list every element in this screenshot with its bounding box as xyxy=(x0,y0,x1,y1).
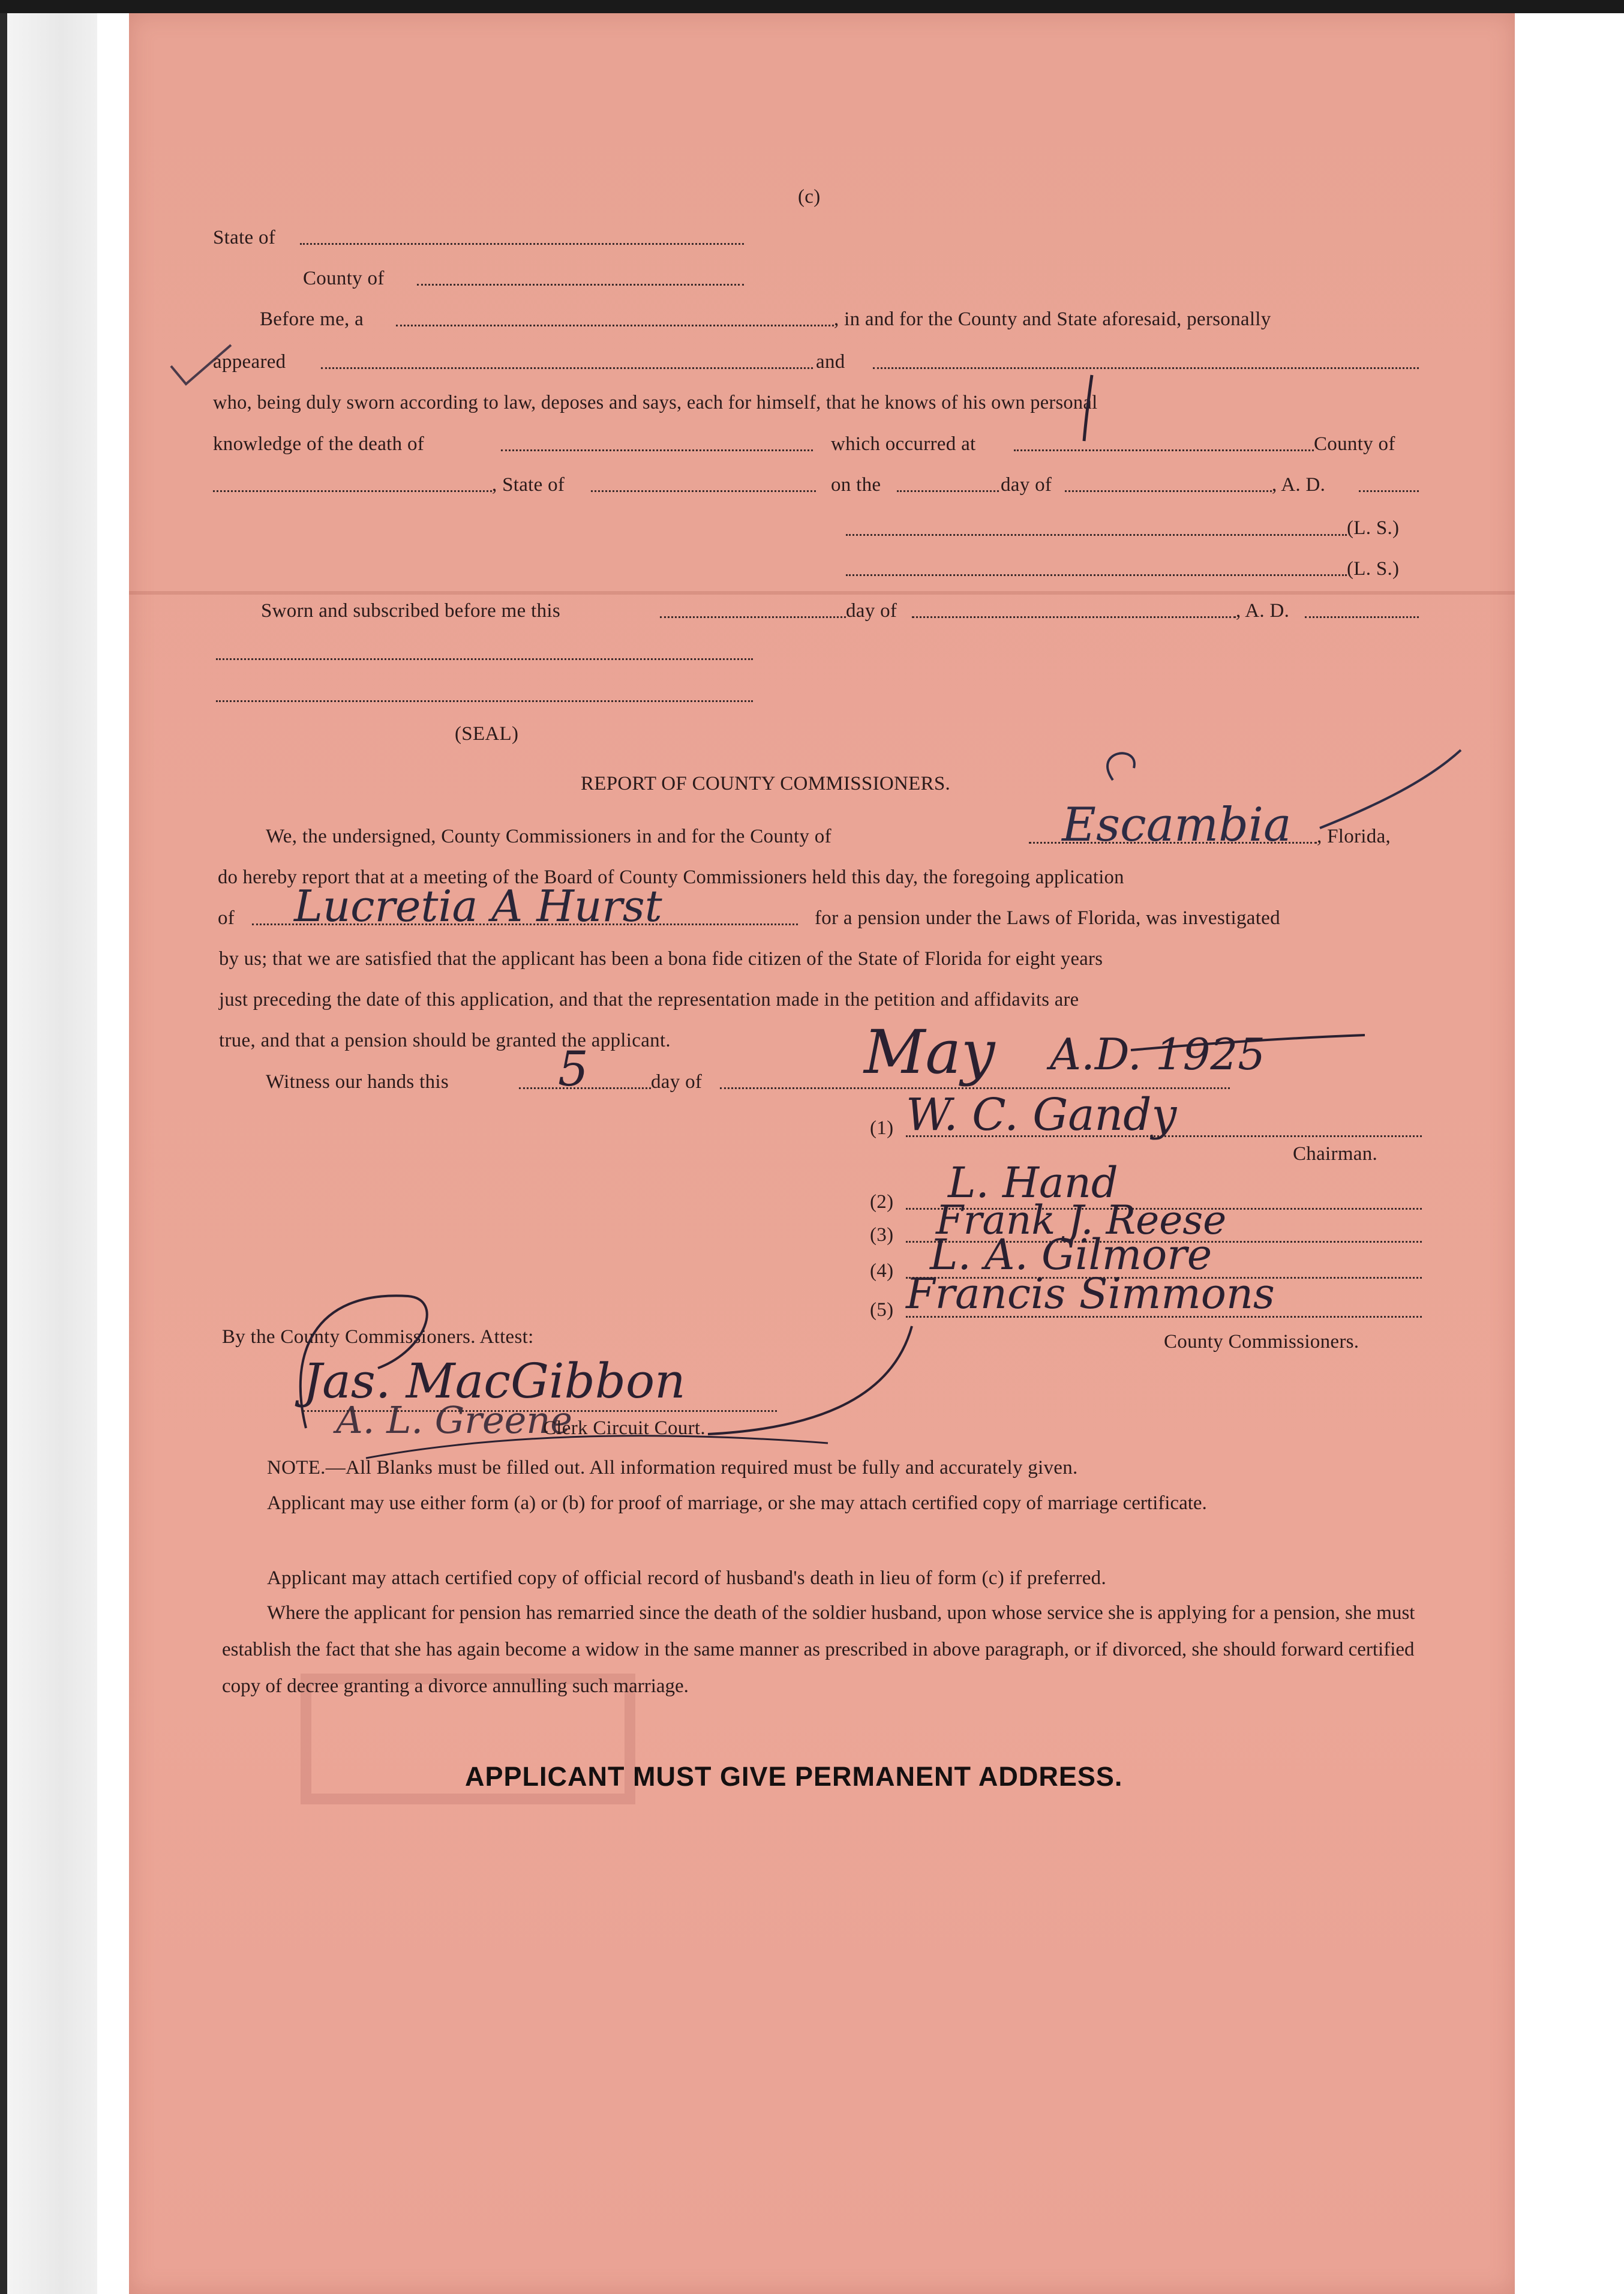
form-marker: (c) xyxy=(798,186,821,208)
county-commissioners-label: County Commissioners. xyxy=(1164,1331,1359,1353)
note-2: Applicant may use either form (a) or (b) for proof of marriage, or she may attach certified copy of marriage certificate. xyxy=(267,1492,1207,1514)
scan-left-margin xyxy=(7,13,97,2294)
commissioner-2-signature: L. Hand xyxy=(948,1158,1118,1207)
occurred-at-label: which occurred at xyxy=(831,433,976,455)
county-of-end-label: County of xyxy=(1314,433,1395,455)
note-3: Applicant may attach certified copy of official record of husband's death in lieu of form (c) if preferred. xyxy=(267,1567,1107,1589)
commissioner-1-signature: W. C. Gandy xyxy=(906,1089,1177,1141)
officer-signature-line[interactable] xyxy=(216,658,753,660)
ls2-label: (L. S.) xyxy=(1347,558,1400,580)
commissioner-4-number: (4) xyxy=(870,1260,894,1282)
florida-label: , Florida, xyxy=(1317,826,1391,847)
county-flourish xyxy=(1068,744,1464,834)
clerk-label: Clerk Circuit Court. xyxy=(543,1417,706,1439)
day-of-label: day of xyxy=(1001,474,1052,496)
undersigned-text: We, the undersigned, County Commissioners in and for the County of xyxy=(266,826,831,847)
witness-day-of-label: day of xyxy=(651,1071,703,1093)
deceased-blank[interactable] xyxy=(501,449,813,451)
pension-text: for a pension under the Laws of Florida, was investigated xyxy=(815,907,1280,929)
commissioner-3-number: (3) xyxy=(870,1224,894,1246)
permanent-address-notice: APPLICANT MUST GIVE PERMANENT ADDRESS. xyxy=(465,1761,1123,1792)
month-handwriting: May xyxy=(864,1017,995,1087)
county-blank[interactable] xyxy=(417,284,744,286)
affiant1-signature-line[interactable] xyxy=(846,534,1347,536)
month-blank[interactable] xyxy=(1065,490,1272,492)
state-of-label: , State of xyxy=(492,474,565,496)
report-line-4: by us; that we are satisfied that the applicant has been a bona fide citizen of the State of Florida for eight years xyxy=(219,948,1103,970)
officer-blank[interactable] xyxy=(396,325,834,326)
sworn-ad-label: , A. D. xyxy=(1236,600,1290,622)
sworn-day-of-label: day of xyxy=(846,600,897,622)
ls1-label: (L. S.) xyxy=(1347,517,1400,539)
aforesaid-text: , in and for the County and State aforesaid, personally xyxy=(834,308,1271,330)
ad-label: , A. D. xyxy=(1272,474,1326,496)
state-name-blank[interactable] xyxy=(591,490,816,492)
commissioner-2-number: (2) xyxy=(870,1191,894,1213)
county-label: County of xyxy=(303,268,385,289)
day-blank[interactable] xyxy=(897,490,999,492)
of-label: of xyxy=(218,907,235,929)
year-handwriting: A.D. 1925 xyxy=(1050,1029,1266,1079)
note-4: Where the applicant for pension has remarried since the death of the soldier husband, upon whose service she is applying for a pension, she must establish the fact that she has again become a widow in the same manner as prescribed in above paragraph, or if divorced, she should forward certified copy of decree granting a divorce annulling such marriage. xyxy=(222,1602,1415,1697)
appeared-label: appeared xyxy=(213,351,286,373)
commissioner-5-number: (5) xyxy=(870,1299,894,1321)
report-line-5: just preceding the date of this application, and that the representation made in the petition and affidavits are xyxy=(219,989,1079,1010)
sworn-subscribed-label: Sworn and subscribed before me this xyxy=(261,600,560,622)
commissioner-3-signature: Frank J. Reese xyxy=(936,1197,1227,1243)
year-blank[interactable] xyxy=(1359,490,1419,492)
sworn-year-blank[interactable] xyxy=(1305,616,1419,618)
sworn-text: who, being duly sworn according to law, deposes and says, each for himself, that he knows of his own personal xyxy=(213,392,1098,413)
county-handwriting: Escambia xyxy=(1062,798,1292,852)
paper-fold xyxy=(129,591,1515,595)
scan-top-border xyxy=(0,0,1624,13)
clerk-signature-line[interactable] xyxy=(303,1410,777,1412)
officer-title-line[interactable] xyxy=(216,700,753,702)
clerk-signature: Jas. MacGibbon xyxy=(303,1353,686,1409)
county-name-blank[interactable] xyxy=(213,490,492,492)
scan-left-border xyxy=(0,13,7,2294)
sworn-day-blank[interactable] xyxy=(660,616,846,618)
report-line-2: do hereby report that at a meeting of the Board of County Commissioners held this day, the foregoing application xyxy=(218,866,1124,888)
witness1-blank[interactable] xyxy=(321,367,813,369)
year-underline xyxy=(1128,1032,1368,1056)
commissioner-5-signature: Francis Simmons xyxy=(906,1269,1275,1318)
state-label: State of xyxy=(213,227,276,248)
report-line-6: true, and that a pension should be granted the applicant. xyxy=(219,1030,671,1051)
clerk-deputy-signature: A. L. Greene xyxy=(336,1398,572,1442)
applicant-handwriting: Lucretia A Hurst xyxy=(294,881,662,931)
note-1: NOTE.—All Blanks must be filled out. All information required must be fully and accurately given. xyxy=(267,1457,1078,1479)
report-heading: REPORT OF COUNTY COMMISSIONERS. xyxy=(581,773,951,794)
witness-label: Witness our hands this xyxy=(266,1071,449,1093)
witness2-blank[interactable] xyxy=(873,367,1419,369)
death-of-label: knowledge of the death of xyxy=(213,433,425,455)
attest-label: By the County Commissioners. Attest: xyxy=(222,1326,534,1348)
place-blank[interactable] xyxy=(1014,449,1314,451)
commissioner-1-number: (1) xyxy=(870,1117,894,1139)
and-label: and xyxy=(816,351,845,373)
sworn-month-blank[interactable] xyxy=(912,616,1236,618)
on-the-label: on the xyxy=(831,474,881,496)
witness-day-handwriting: 5 xyxy=(558,1041,589,1097)
pen-stroke xyxy=(1077,372,1101,444)
before-me-label: Before me, a xyxy=(260,308,364,330)
chairman-label: Chairman. xyxy=(1293,1143,1378,1165)
seal-label: (SEAL) xyxy=(455,723,519,745)
state-blank[interactable] xyxy=(300,243,744,245)
affiant2-signature-line[interactable] xyxy=(846,574,1347,576)
commissioner-4-signature: L. A. Gilmore xyxy=(930,1230,1212,1279)
